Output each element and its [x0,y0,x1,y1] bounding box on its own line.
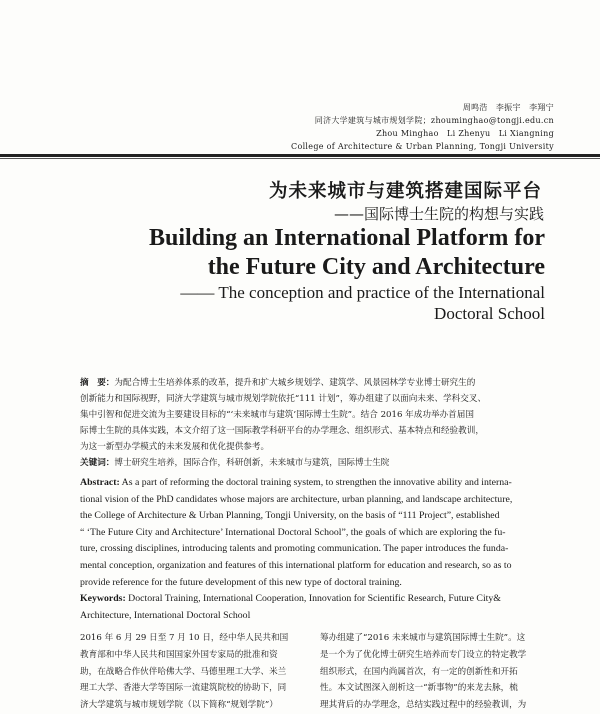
keywords-en-cont: Architecture, International Doctoral School [80,609,251,621]
header-rule-thin [0,158,600,159]
abstract-cn-line: 为这一新型办学模式的未来发展和优化提供参考。 [80,442,270,452]
subtitle-en-line2: Doctoral School [434,304,545,323]
abstract-en-line: mental conception, organization and features of this international platform for education and research, so as to [80,559,512,571]
body-column-left [80,630,302,714]
abstract-en-line: Abstract: As a part of reforming the doctoral training system, to strengthen the innovative ability and interna- [80,477,512,488]
abstract-cn-line: 创新能力和国际视野，同济大学建筑与城市规划学院依托“111 计划”，筹办组建了以面向未来、学科交叉、 [80,394,487,404]
title-en-line1: Building an International Platform for [148,225,545,251]
author-names-en: Zhou Minghao Li Zhenyu Li Xiangning [376,129,554,138]
body-line: 筹办组建了“2016 未来城市与建筑国际博士生院”。这 [320,633,526,643]
abstract-en-line: ture, crossing disciplines, introducing talents and promoting communication. The paper introduces the funda- [80,543,509,555]
header-rule [0,154,600,157]
title-cn: 为未来城市与建筑搭建国际平台 [268,181,542,202]
author-affiliation-en: College of Architecture & Urban Planning, Tongji University [291,142,554,151]
author-names-cn: 周鸣浩 李振宇 李翔宁 [462,103,554,112]
abstract-cn-line: 集中引智和促进交流为主要建设目标的“‘未来城市与建筑’国际博士生院”。结合 2016 年成功举办首届国 [80,410,474,420]
author-block [291,101,554,153]
abstract-en-line: tional vision of the PhD candidates whose majors are architecture, urban planning, and landscape architecture, [80,493,513,505]
keywords-cn-label: 关键词： [80,458,115,468]
abstract-en-label: Abstract: [80,477,120,488]
abstract-cn-label: 摘 要： [80,378,115,388]
body-column-right [320,630,544,714]
keywords-en-label: Keywords: [80,593,126,605]
body-line: 济大学建筑与城市规划学院（以下简称“规划学院”） [80,700,278,711]
keywords-cn: 关键词：博士研究生培养，国际合作，科研创新，未来城市与建筑，国际博士生院 [80,458,390,468]
body-line: 教育部和中华人民共和国国家外国专家局的批准和资 [80,649,278,660]
abstract-en-line: “ ‘The Future City and Architecture’ International Doctoral School”, the goals of which are exploring the fu- [80,526,506,538]
title-en-line2: the Future City and Architecture [207,254,545,280]
body-line: 理工大学、香港大学等国际一流建筑院校的协助下，同 [80,683,287,694]
body-line: 理其背后的办学理念，总结实践过程中的经验教训，为 [320,700,527,711]
body-line: 助，在战略合作伙伴哈佛大学、马德里理工大学、米兰 [80,666,287,677]
subtitle-en-line1: —— The conception and practice of the International [180,283,545,302]
abstract-en-line: provide reference for the future development of this new type of doctoral training. [80,576,402,588]
author-affiliation-cn: 同济大学建筑与城市规划学院；zhouminghao@tongji.edu.cn [314,116,554,125]
abstract-cn-line: 摘 要：为配合博士生培养体系的改革，提升和扩大城乡规划学、建筑学、风景园林学专业博士研究生的 [80,378,476,388]
abstract-cn [80,375,540,471]
keywords-en: Keywords: Doctoral Training, International Cooperation, Innovation for Scientific Research, Future City& [80,593,501,605]
abstract-en-line: the College of Architecture & Urban Planning, Tongji University, on the basis of “111 Project”, established [80,510,500,522]
abstract-cn-line: 际博士生院的具体实践，本文介绍了这一国际教学科研平台的办学理念、组织形式、基本特点和经验教训， [80,426,484,436]
subtitle-cn: ——国际博士生院的构想与实践 [333,205,544,223]
body-line: 性。本文试图深入剖析这一“新事物”的来龙去脉，梳 [320,683,518,694]
body-line: 是一个为了优化博士研究生培养而专门设立的特定教学 [320,649,527,660]
body-line: 组织形式，在国内尚属首次，有一定的创新性和开拓 [320,666,518,677]
body-line: 2016 年 6 月 29 日至 7 月 10 日，经中华人民共和国 [80,633,289,643]
abstract-en [80,475,542,624]
